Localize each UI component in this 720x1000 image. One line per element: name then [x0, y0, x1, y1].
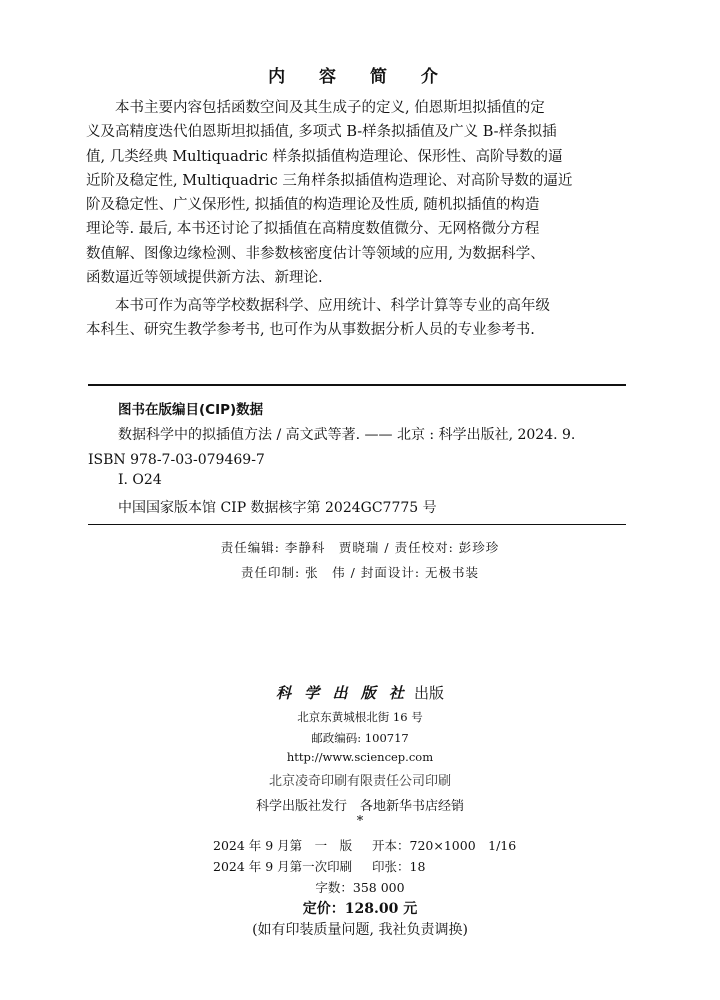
intro-line: 本书可作为高等学校数据科学、应用统计、科学计算等专业的高年级 — [115, 298, 550, 314]
staff-production: 责任印制: 张 伟 / 封面设计: 无极书装 — [240, 565, 480, 580]
word-count: 字数：358 000 — [315, 880, 405, 895]
cip-title-line: 数据科学中的拟插值方法 / 高文武等著. —— 北京 : 科学出版社, 2024. 9. — [118, 427, 576, 443]
printing-date: 2024 年 9 月第一次印刷 — [213, 859, 353, 874]
cip-isbn: ISBN 978-7-03-079469-7 — [88, 452, 265, 468]
intro-line: 阶及稳定性、广义保形性, 拟插值的构造理论及性质, 随机拟插值的构造 — [86, 197, 540, 214]
quality-notice: (如有印装质量问题, 我社负责调换) — [252, 922, 468, 938]
publisher-url: http://www.sciencep.com — [286, 750, 434, 764]
intro-line: 理论等. 最后, 本书还讨论了拟插值在高精度数值微分、无网格微分方程 — [86, 221, 540, 238]
intro-paragraph-1 — [86, 96, 632, 290]
intro-line: 数值解、图像边缘检测、非参数核密度估计等领域的应用, 为数据科学、 — [86, 245, 545, 262]
cip-classification: Ⅰ. O24 — [118, 472, 162, 488]
publisher-logo-text: 科 学 出 版 社 — [276, 684, 408, 702]
cip-record-number: 中国国家版本馆 CIP 数据核字第 2024GC7775 号 — [118, 500, 437, 516]
publisher-address: 北京东黄城根北街 16 号 — [297, 710, 423, 724]
sheet-count: 印张：18 — [372, 859, 426, 874]
intro-line: 本科生、研究生教学参考书, 也可作为从事数据分析人员的专业参考书. — [86, 322, 535, 339]
distribution: 科学出版社发行 各地新华书店经销 — [255, 799, 464, 814]
divider-top — [88, 384, 626, 386]
publisher-suffix: 出版 — [413, 684, 444, 702]
intro-line: 值, 几类经典 Multiquadric 样条拟插值构造理论、保形性、高阶导数的逼 — [86, 148, 563, 165]
price: 定价：128.00 元 — [302, 901, 418, 917]
intro-line: 近阶及稳定性, Multiquadric 三角样条拟插值构造理论、对高阶导数的逼近 — [86, 172, 573, 189]
separator-star: * — [356, 814, 364, 829]
page-title: 内 容 简 介 — [268, 67, 452, 87]
cip-heading: 图书在版编目(CIP)数据 — [118, 402, 264, 418]
intro-line: 函数逼近等领域提供新方法、新理论. — [86, 270, 323, 287]
intro-line: 义及高精度迭代伯恩斯坦拟插值, 多项式 B-样条拟插值及广义 B-样条拟插 — [86, 124, 557, 141]
divider-bottom — [88, 524, 626, 525]
format-size: 开本：720×1000 1/16 — [372, 838, 517, 853]
intro-line: 本书主要内容包括函数空间及其生成子的定义, 伯恩斯坦拟插值的定 — [115, 100, 545, 116]
postal-code: 邮政编码: 100717 — [311, 731, 409, 745]
staff-editors: 责任编辑: 李静科 贾晓瑞 / 责任校对: 彭珍珍 — [220, 540, 500, 555]
printer: 北京凌奇印刷有限责任公司印刷 — [268, 774, 451, 789]
intro-paragraph-2 — [86, 294, 632, 343]
edition-date: 2024 年 9 月第 一 版 — [213, 838, 353, 853]
publisher-line — [0, 682, 720, 703]
